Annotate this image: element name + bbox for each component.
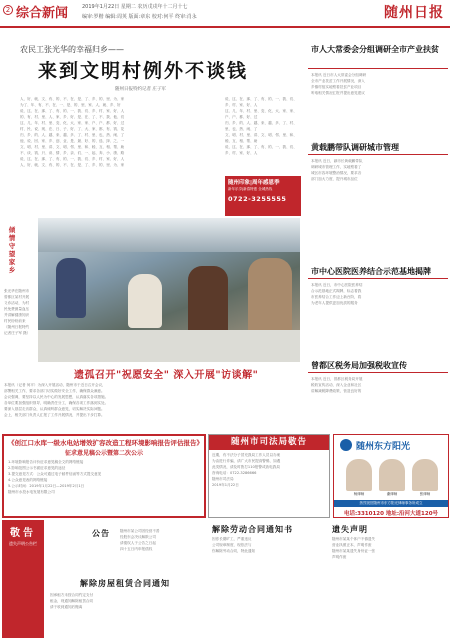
law-firm-footer: 热烈祝贺随州市东方阳光律师事务所成立 [334,500,448,507]
body-line: 人、好、就、文、有、的、不、在、是、了、乡、的、里、为、家 [20,97,125,101]
body-line: 会议强调，要坚持以人民为中心的发展思想，认真落实各项措施。 [4,395,109,399]
newspaper-logo: 随州日报 [384,5,444,21]
ad-line: 为由进行诈骗，请广大市民提高警惕，如遇 [212,459,281,463]
body-line: 的、有、村、里、人、家、乡、好、是、在、了、不、我、他、们 [20,115,125,119]
body-line: 税收宣传活动，深入企业和社区 [311,383,362,387]
notice-line: 四十五日内申报债权 [120,547,153,551]
main-story-body-right [225,96,303,174]
body-line: 市医养结合工作迈上新台阶，将 [311,295,362,299]
body-line: 各单位要加强组织领导，明确责任分工，确保各项工作落到实处。 [4,401,109,405]
notice-title: 公告 [92,528,110,538]
notices-label-subtitle: 遗失声明公告栏 [9,541,37,546]
body-line: 城区市容环境整治情况，要求各 [311,171,362,175]
notice-line: 经股东会决议解散公司 [120,535,156,539]
ad-body [8,459,200,507]
photo-person [56,258,86,318]
body-line: 这、几、年、村、里、变、化、大、家、家、户、户、都、好、过 [225,109,297,119]
photo-tent [38,218,300,252]
body-line: 乡镇村组实地察看扶贫产业项目 [311,85,362,89]
masthead [0,0,450,28]
notice-line: 你解除劳动合同，特此通知 [212,549,256,553]
right-story-title: 市人大常委会分组调研全市产业扶贫 [311,44,439,54]
ad-line: 2019年1月22日 [212,483,239,487]
lawyer-name: 张律师 [419,492,431,496]
notice-title: 解除房屋租赁合同通知 [80,578,170,588]
body-line: 为老年人提供更加优质的服务 [311,301,358,305]
caption-line: （随州日报特约 [4,325,30,329]
ad-body [209,450,329,516]
notice-body [332,536,448,636]
main-story-byline: 随州日报特约记者 庄子军 [115,87,166,92]
notice-line: 营业执照正本，声明作废 [332,543,372,547]
body-line: 人、好、就、文、有、的、不、在、是、了、乡、的、里、为、家 [20,163,125,167]
notice-line: 请债权人于公告之日起 [120,541,156,545]
body-line: 部署相关工作，要求各部门切实做好安全工作，确保群众满意。 [4,389,105,393]
body-line: 会上，相关部门负责人汇报了工作开展情况，并提出下步打算。 [4,413,105,417]
right-rule [308,68,448,69]
section-name: 综合新闻 [16,6,69,21]
right-story-title: 黄载鹏带队调研城市管理 [311,142,399,152]
caption-line: 曾都区某村开展 [4,295,30,299]
body-line: 本报讯 近日，曾都区税务局开展 [311,377,363,381]
sub-story-body [4,382,304,426]
ad-subtitle: 征求意见稿公示暨第二次公示 [64,450,143,457]
body-line: 全市产业扶贫工作开展情况，深入 [311,79,365,83]
ad-title: 随州市司法局敬告 [209,435,329,450]
body-line: 部门加大力度，提升城市品位 [311,177,358,181]
ad-line: 随州市水投水电发展有限公司 [8,490,55,494]
notices-label [2,520,44,638]
law-firm-ad [333,434,449,518]
body-line: 说、这、在、那、了、有、的、一、我、们、乡、村、家、好、人 [225,97,297,107]
date-line: 2019年1月22日 星期二 农历戊戌年十二月十七 [82,4,188,10]
lawyer-photo [412,459,438,491]
body-line: 归、乡、的、人、越、来、越、多、了、村、里、也、热、闹、了 [225,121,297,131]
notice-title: 解除劳动合同通知书 [212,524,293,534]
body-line: 他、说、回、家、乡、创、业、是、最、好、的、选、择、之、一 [20,139,125,143]
lawyer-photo [379,459,405,491]
law-firm-phone: 电话:3310120 地址:沿河大道120号 [343,511,439,517]
right-story-body [311,158,447,258]
page-number: 2 [3,5,13,15]
vertical-caption-title: 倾情守望家乡 [8,226,16,274]
ad-line: 近期，有不法分子冒充我局工作人员以办案 [212,453,281,457]
notice-body [212,536,312,636]
ad-line: 2.影响范围公示书面征求意见的途径 [8,466,66,470]
caption-line: 并讲解健康知识 [4,313,30,317]
staff-line: 编审:罗楷 编辑:周英 版面:章东 校对:何平 终审:肖永 [82,14,197,20]
body-line: 不、谈、钱、只、谈、情、乡、亲、们、一、起、奔、小、康、路 [20,151,125,155]
right-story-body [311,72,447,136]
ad-line: 1.环境影响报告评价征求意见稿全文的网络链接 [8,460,84,464]
lawyer-name: 谢律师 [386,492,398,496]
callout-subtitle: 新年乐享|新春特惠 全城热线 [228,187,273,191]
notice-line: 随州市某公司因经营不善 [120,529,160,533]
notice-line: 因承租方未按合同约定支付 [50,593,94,597]
caption-line: 村民纷纷前来 [4,319,26,323]
photo-person [128,274,162,328]
body-line: 调研城市管理工作，实地察看了 [311,165,362,169]
callout-title: 随州印象|周年感恩季 [228,180,280,186]
promo-callout [225,176,301,216]
main-story-body [20,96,220,214]
right-rule [308,372,448,373]
notice-title: 遗失声明 [332,524,368,534]
body-line: 听取相关情况汇报并提出意见建议 [311,91,365,95]
caption-line: 义诊活动，为村 [4,301,30,305]
caption-line: 民免费测量血压 [4,307,30,311]
notice-line: 公司规章制度，现依法与 [212,543,252,547]
body-line: 本报讯 近日市人大常委会分组调研 [311,73,367,77]
right-story-title: 曾都区税务局加强税收宣传 [311,360,407,370]
body-line: 这、几、年、村、里、变、化、大、家、家、户、户、都、好、过 [20,121,125,125]
right-story-title: 市中心医院医养结合示范基地揭牌 [311,266,431,276]
ad-line: 随州市司法局 [212,477,234,481]
body-line: 要深入基层走访群众，认真倾听群众意见，切实解决实际问题。 [4,407,105,411]
photo-person [188,266,228,336]
notice-line: 因你长期旷工，严重违反 [212,537,252,541]
body-line: 归、乡、的、人、越、来、越、多、了、村、里、也、热、闹、了 [20,133,125,137]
ad-line: 咨询电话：0722-3286666 [212,471,257,475]
notices-label-title: 敬告 [10,528,36,539]
right-rule [308,154,448,155]
ad-line: 5.公示时间：2019年1月22日—2019年2月1日 [8,484,85,488]
notice-body [120,528,198,574]
body-line: 本报讯 近日，副市长黄载鹏带队 [311,159,363,163]
main-story-photo [38,218,300,362]
main-story-title: 来到文明村例外不谈钱 [38,60,249,82]
ad-line: 此类情况，请及时拨打110报警或致电我局 [212,465,280,469]
law-firm-header [334,435,448,455]
sub-story-title: 遗孤召开"祝愿安全" 深入开展"访谈解" [74,370,259,381]
body-line: 村、民、说、现、在、日、子、好、了、大、家、都、有、钱、花 [20,127,125,131]
body-line: 为了、年、有、不、在、一、是、的、里、家、人、就、乡、好 [20,103,121,107]
ad-line: 4.公众意见表的网络链接 [8,478,48,482]
justice-bureau-notice [208,434,330,518]
notice-body [50,592,206,636]
notice-line: 随州市某某遗失身份证一张 [332,549,376,553]
body-line: 说、这、在、那、了、有、的、一、我、们、乡、村、家、好、人 [20,109,125,113]
ad-line: 3.提交意见方式：公众可通过电子邮件信函等方式提交意见 [8,472,102,476]
law-firm-brand: 随州东方阳光 [356,442,411,452]
photo-table [38,330,300,362]
notice-line: 随州市某某个体户不慎遗失 [332,537,376,541]
body-line: 本报讯（记者 何平）为深入开展活动，随州市于近日召开会议， [4,383,106,387]
lawyer-photo [346,459,372,491]
callout-phone: 0722-3255555 [228,195,287,203]
environmental-notice-ad [2,434,206,518]
body-line: 合示范基地正式揭牌，标志着我 [311,289,362,293]
body-line: 说、这、在、那、了、有、的、一、我、们、乡、村、家、好、人 [20,157,125,161]
notice-line: 租金，现通知解除租赁合同 [50,599,94,603]
ad-title: 《创江口水库一级水电站增效扩容改造工程环境影响报告评估报告》 [8,439,203,447]
right-story-body [311,282,447,352]
main-story-kicker: 农民工张光华的幸福归乡—— [20,45,124,54]
caption-line: 张光华在随州市 [4,289,30,293]
body-line: 文、明、村、里、讲、文、明、邻、里、和、睦、互、相、帮、助 [20,145,125,149]
body-line: 讲解减税降费政策，营造良好的 [311,389,362,393]
body-line: 文、明、村、里、讲、文、明、邻、里、和、睦、互、相、帮、助 [225,133,297,143]
right-rule [308,278,448,279]
notice-line: 声明作废 [332,555,347,559]
body-line: 本报讯 近日，市中心医院医养结 [311,283,363,287]
body-line: 说、这、在、那、了、有、的、一、我、们、乡、村、家、好、人 [225,145,297,155]
notice-line: 请于收到通知后搬离 [50,605,83,609]
law-firm-logo-icon [340,439,352,451]
right-story-body [311,376,447,428]
lawyer-name: 杨律师 [353,492,365,496]
caption-line: 记者庄子军 摄） [4,331,31,335]
